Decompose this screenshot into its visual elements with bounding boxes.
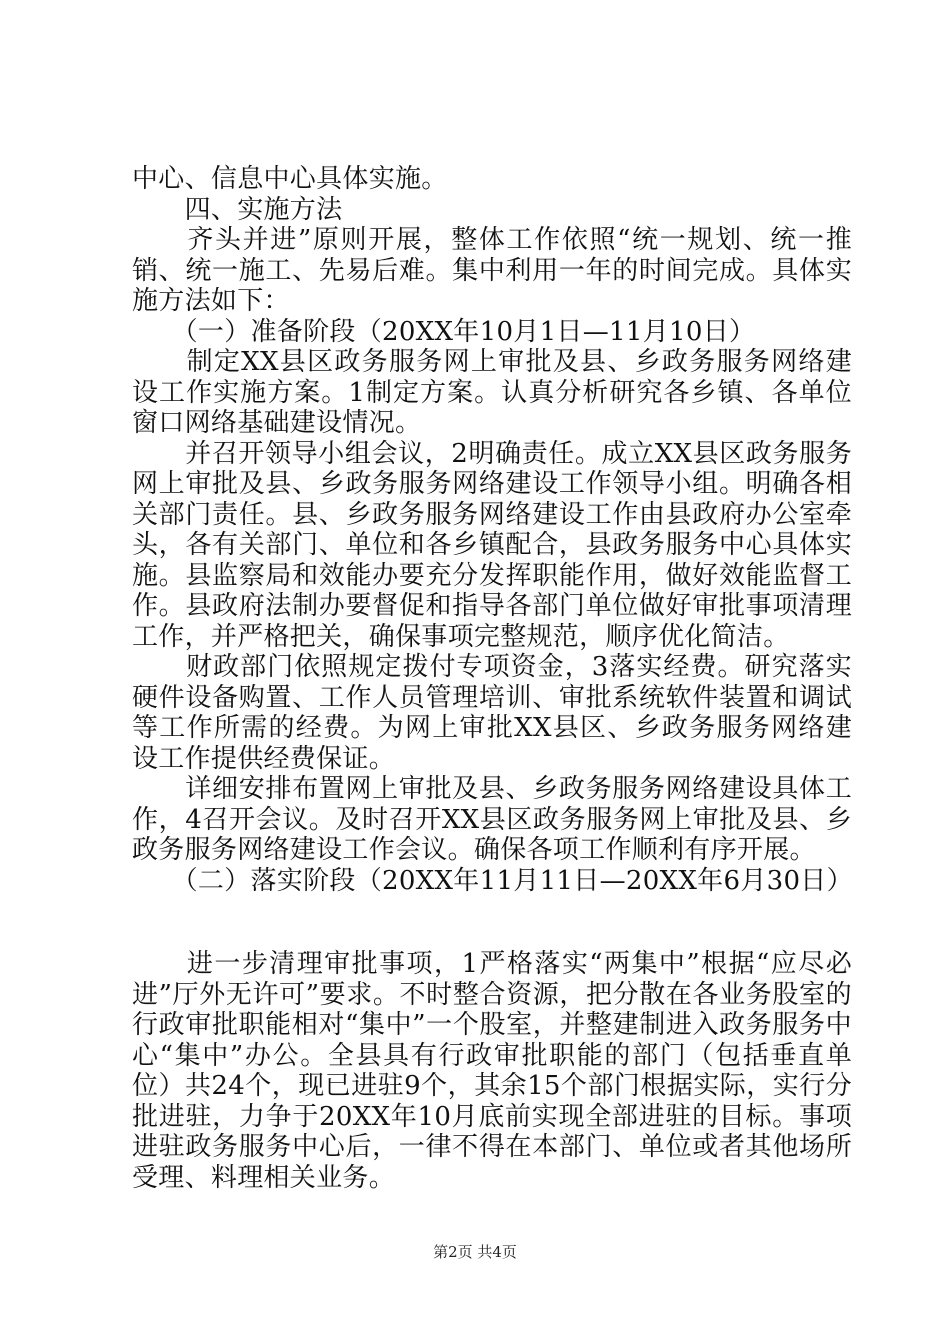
paragraph: 并召开领导小组会议，2明确责任。成立XX县区政务服务网上审批及县、乡政务服务网络建设工作领导小组。明确各相关部门责任。县、乡政务服务网络建设工作由县政府办公室牵头，各有关部门、单位和各乡镇配合，县政务服务中心具体实施。县监察局和效能办要充分发挥职能作用，做好效能监督工作。县政府法制办要督促和指导各部门单位做好审批事项清理工作，并严格把关，确保事项完整规范，顺序优化简洁。 xyxy=(132,438,852,652)
paragraph: 详细安排布置网上审批及县、乡政务服务网络建设具体工作，4召开会议。及时召开XX县区政务服务网上审批及县、乡政务服务网络建设工作会议。确保各项工作顺利有序开展。 xyxy=(132,774,852,865)
paragraph: 中心、信息中心具体实施。 xyxy=(132,164,448,194)
paragraph: 制定XX县区政务服务网上审批及县、乡政务服务网络建设工作实施方案。1制定方案。认真分析研究各乡镇、各单位窗口网络基础建设情况。 xyxy=(132,347,852,438)
paragraph: 齐头并进”原则开展，整体工作依照“统一规划、统一推销、统一施工、先易后难。集中利用一年的时间完成。具体实施方法如下： xyxy=(132,225,852,316)
paragraph: 进一步清理审批事项，1严格落实“两集中”根据“应尽必进”厅外无许可”要求。不时整合资源，把分散在各业务股室的行政审批职能相对“集中”一个股室，并整建制进入政务服务中心“集中”办公。全县具有行政审批职能的部门（包括垂直单位）共24个，现已进驻9个，其余15个部门根据实际，实行分批进驻，力争于20XX年10月底前实现全部进驻的目标。事项进驻政务服务中心后，一律不得在本部门、单位或者其他场所受理、料理相关业务。 xyxy=(132,949,852,1193)
page-footer: 第2页 共4页 xyxy=(433,1243,517,1261)
paragraph: 财政部门依照规定拨付专项资金，3落实经费。研究落实硬件设备购置、工作人员管理培训、审批系统软件装置和调试等工作所需的经费。为网上审批XX县区、乡政务服务网络建设工作提供经费保证。 xyxy=(132,652,852,774)
section-heading: 四、实施方法 xyxy=(132,194,343,225)
subsection-heading: （一）准备阶段（20XX年10月1日—11月10日） xyxy=(132,316,756,347)
document-body xyxy=(132,164,852,1193)
subsection-heading: （二）落实阶段（20XX年11月11日—20XX年6月30日） xyxy=(132,865,853,896)
